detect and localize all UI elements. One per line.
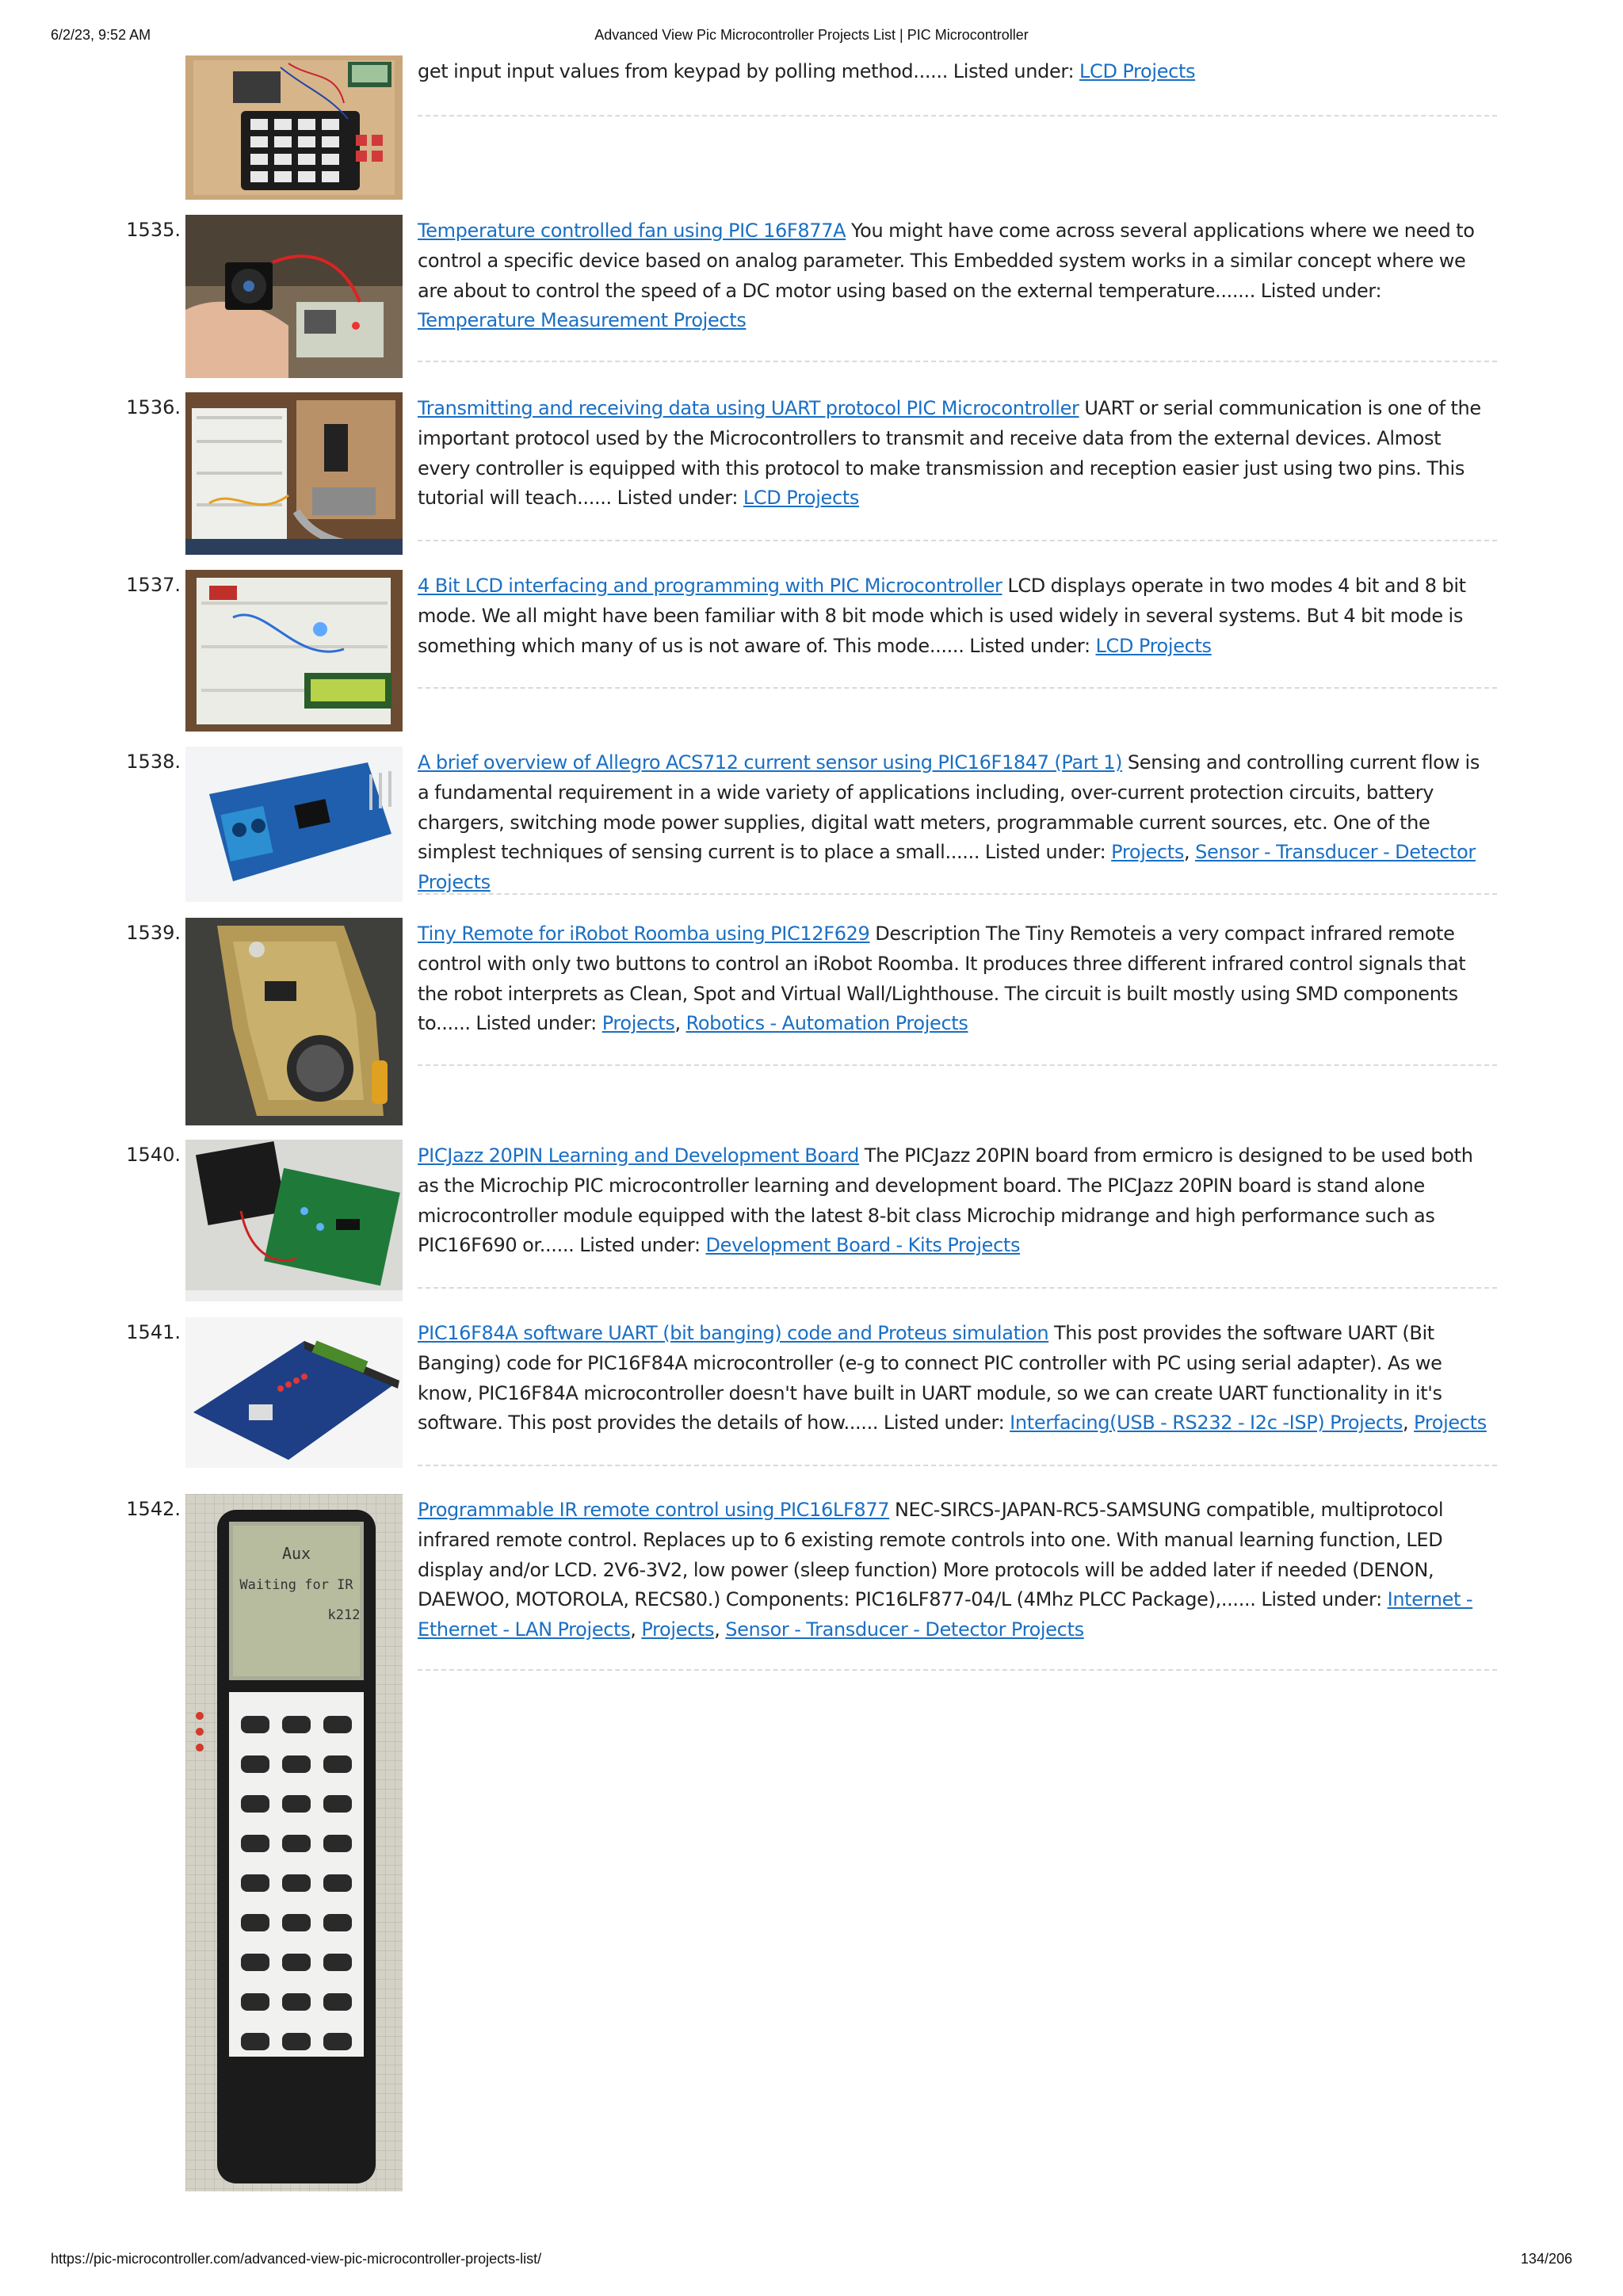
category-link[interactable]: Temperature Measurement Projects: [418, 309, 747, 332]
remote-lcd-line: Aux: [281, 1544, 311, 1563]
entry-separator: [418, 687, 1497, 689]
project-text: PIC16F84A software UART (bit banging) code and Proteus simulation This post provides the software UART (Bit Banging) code for PIC16F84A microcontroller (e-g to connect PIC controller with PC using serial adapter). As we know, PIC16F84A microcontroller doesn't have built in UART module, so we can create UART functionality in it's software. This post provides the details of how...... Listed under: Interfacing(USB - RS232 - I2c -ISP) Projects, Projects: [418, 1322, 1487, 1435]
project-thumbnail[interactable]: [185, 55, 403, 200]
project-thumbnail[interactable]: [185, 1317, 403, 1468]
project-description: Sensing and controlling current flow is a fundamental requirement in a wide variety of applications including, over-current protection circuits, battery chargers, switching mode power supplies, digital watt meters, programmable current sources, etc. One of the simplest techniques of sensing current is to place a small...... Listed under:: [418, 751, 1480, 864]
category-link[interactable]: Sensor - Transducer - Detector Projects: [418, 841, 1476, 894]
entry-separator: [418, 361, 1497, 362]
print-datetime: 6/2/23, 9:52 AM: [51, 27, 151, 43]
entry-number: 1539.: [126, 922, 181, 944]
project-text: [418, 571, 1495, 661]
category-link[interactable]: Projects: [1414, 1412, 1487, 1435]
project-title-link[interactable]: Temperature controlled fan using PIC 16F877A: [418, 220, 846, 242]
project-title-link[interactable]: PICJazz 20PIN Learning and Development Board: [418, 1144, 860, 1167]
category-link[interactable]: Interfacing(USB - RS232 - I2c -ISP) Projects: [1010, 1412, 1403, 1435]
project-thumbnail[interactable]: [185, 392, 403, 555]
entry-separator: [418, 1669, 1497, 1671]
entry-separator: [418, 893, 1497, 895]
project-thumbnail[interactable]: [185, 1494, 403, 2191]
project-description: get input input values from keypad by polling method...... Listed under:: [418, 60, 1080, 82]
project-description: UART or serial communication is one of the important protocol used by the Microcontrollers to transmit and receive data from the external devices. Almost every controller is equipped with this protocol to make transmission and reception easier just using two pins. This tutorial will teach...... Listed under:: [418, 397, 1481, 510]
project-thumbnail[interactable]: [185, 918, 403, 1125]
project-thumbnail[interactable]: [185, 570, 403, 732]
entry-separator: [418, 1064, 1497, 1066]
entry-separator: [418, 1287, 1497, 1289]
project-description: Description The Tiny Remoteis a very compact infrared remote control with only two buttons to control an iRobot Roomba. It produces three different infrared control signals that the robot interprets as Clean, Spot and Virtual Wall/Lighthouse. The circuit is built mostly using SMD components to...... Listed under:: [418, 923, 1466, 1035]
project-text: [418, 216, 1495, 336]
entry-number: 1535.: [126, 219, 181, 241]
project-title-link[interactable]: 4 Bit LCD interfacing and programming with PIC Microcontroller: [418, 575, 1002, 597]
project-title-link[interactable]: Tiny Remote for iRobot Roomba using PIC12F629: [418, 923, 870, 945]
category-link[interactable]: LCD Projects: [1079, 60, 1196, 82]
category-link[interactable]: Projects: [601, 1012, 675, 1035]
project-description: You might have come across several applications where we need to control a specific device based on analog parameter. This Embedded system works in a similar concept where we are about to control the speed of a DC motor using based on the external temperature....... Listed under:: [418, 220, 1475, 302]
project-title-link[interactable]: A brief overview of Allegro ACS712 current sensor using PIC16F1847 (Part 1): [418, 751, 1123, 774]
category-link[interactable]: LCD Projects: [1095, 634, 1212, 657]
print-page-number: 134/206: [1520, 2251, 1572, 2267]
entry-separator: [418, 1465, 1497, 1466]
entry-number: 1542.: [126, 1498, 181, 1520]
print-page-title: Advanced View Pic Microcontroller Projects List | PIC Microcontroller: [594, 27, 1029, 43]
entry-number: 1540.: [126, 1144, 181, 1166]
project-title-link[interactable]: Programmable IR remote control using PIC16LF877: [418, 1499, 890, 1521]
entry-number: 1541.: [126, 1321, 181, 1343]
project-description: The PICJazz 20PIN board from ermicro is designed to be used both as the Microchip PIC microcontroller learning and development board. The PICJazz 20PIN board is stand alone microcontroller module equipped with the latest 8-bit class Microchip midrange and high performance such as PIC16F690 or...... Listed under:: [418, 1144, 1473, 1257]
entry-number: 1538.: [126, 751, 181, 773]
project-title-link[interactable]: Transmitting and receiving data using UART protocol PIC Microcontroller: [418, 397, 1079, 419]
project-text: [418, 1141, 1495, 1261]
project-thumbnail[interactable]: [185, 747, 403, 902]
project-description: LCD displays operate in two modes 4 bit and 8 bit mode. We all might have been familiar with 8 bit mode which is used widely in several systems. But 4 bit mode is something which many of us is not aware of. This mode...... Listed under:: [418, 575, 1466, 657]
category-link[interactable]: Development Board - Kits Projects: [705, 1234, 1021, 1257]
project-text: [418, 394, 1495, 514]
entry-number: 1537.: [126, 574, 181, 596]
entry-number: 1536.: [126, 396, 181, 418]
category-link[interactable]: Projects: [1111, 841, 1184, 864]
remote-lcd-line: k212: [327, 1607, 361, 1623]
remote-lcd-line: Waiting for IR: [239, 1577, 353, 1593]
category-link[interactable]: Sensor - Transducer - Detector Projects: [725, 1618, 1084, 1641]
project-thumbnail[interactable]: [185, 1140, 403, 1301]
project-text: Tiny Remote for iRobot Roomba using PIC12F629 Description The Tiny Remoteis a very compact infrared remote control with only two buttons to control an iRobot Roomba. It produces three different infrared control signals that the robot interprets as Clean, Spot and Virtual Wall/Lighthouse. The circuit is built mostly using SMD components to...... Listed under: Projects, Robotics - Automation Projects: [418, 923, 1466, 1035]
project-thumbnail[interactable]: [185, 215, 403, 378]
entry-separator: [418, 540, 1497, 541]
print-footer: [0, 2251, 1623, 2283]
category-link[interactable]: LCD Projects: [743, 487, 860, 510]
project-text: [418, 57, 1495, 87]
category-link[interactable]: Projects: [641, 1618, 715, 1641]
category-link[interactable]: Internet - Ethernet - LAN Projects: [418, 1588, 1473, 1641]
project-text: Programmable IR remote control using PIC16LF877 NEC-SIRCS-JAPAN-RC5-SAMSUNG compatible, multiprotocol infrared remote control. Replaces up to 6 existing remote controls into one. With manual learning function, LED display and/or LCD. 2V6-3V2, low power (sleep function) More protocols will be added later if needed (DENON, DAEWOO, MOTOROLA, RECS80.) Components: PIC16LF877-04/L (4Mhz PLCC Package),...... Listed under: Internet - Ethernet - LAN Projects, Projects, Sensor - Transducer - Detector Projects: [418, 1499, 1473, 1641]
entry-separator: [418, 115, 1497, 117]
print-url: https://pic-microcontroller.com/advanced-view-pic-microcontroller-projects-list/: [51, 2251, 542, 2267]
project-text: A brief overview of Allegro ACS712 current sensor using PIC16F1847 (Part 1) Sensing and controlling current flow is a fundamental requirement in a wide variety of applications including, over-current protection circuits, battery chargers, switching mode power supplies, digital watt meters, programmable current sources, etc. One of the simplest techniques of sensing current is to place a small...... Listed under: Projects, Sensor - Transducer - Detector Projects: [418, 751, 1480, 894]
project-description: NEC-SIRCS-JAPAN-RC5-SAMSUNG compatible, multiprotocol infrared remote control. Replaces up to 6 existing remote controls into one. With manual learning function, LED display and/or LCD. 2V6-3V2, low power (sleep function) More protocols will be added later if needed (DENON, DAEWOO, MOTOROLA, RECS80.) Components: PIC16LF877-04/L (4Mhz PLCC Package),...... Listed under:: [418, 1499, 1444, 1611]
print-header: [0, 27, 1623, 59]
project-description: This post provides the software UART (Bit Banging) code for PIC16F84A microcontroller (e-g to connect PIC controller with PC using serial adapter). As we know, PIC16F84A microcontroller doesn't have built in UART module, so we can create UART functionality in it's software. This post provides the details of how...... Listed under:: [418, 1322, 1442, 1435]
project-title-link[interactable]: PIC16F84A software UART (bit banging) code and Proteus simulation: [418, 1322, 1049, 1344]
category-link[interactable]: Robotics - Automation Projects: [685, 1012, 968, 1035]
